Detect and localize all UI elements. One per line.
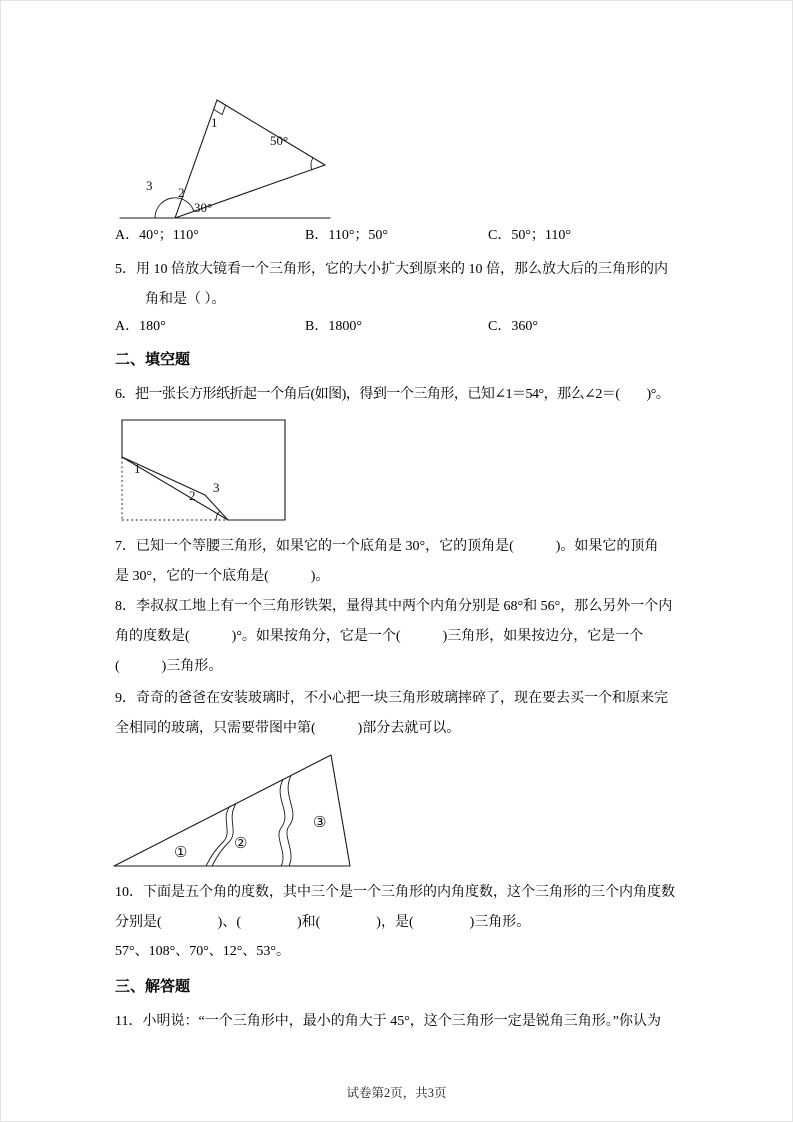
angle-arc-bottom bbox=[155, 198, 194, 218]
crack-line-1a bbox=[206, 806, 230, 866]
glass-piece-label-2: ② bbox=[234, 836, 248, 852]
q9-line-2: 全相同的玻璃，只需要带图中第( )部分去就可以。 bbox=[115, 721, 461, 736]
angle-label-1: 1 bbox=[211, 115, 218, 130]
q10-line-1: 10．下面是五个角的度数，其中三个是一个三角形的内角度数，这个三角形的三个内角度数 bbox=[115, 885, 675, 900]
q4-option-c: C．50°；110° bbox=[488, 228, 572, 243]
q5-options bbox=[115, 312, 690, 342]
q4-option-b: B．110°；50° bbox=[305, 228, 389, 243]
q11-line-1: 11．小明说：“一个三角形中，最小的角大于 45°，这个三角形一定是锐角三角形。”你认为 bbox=[115, 1014, 662, 1029]
q5-line-2: 角和是（ ）。 bbox=[145, 292, 226, 307]
section-fill-in-blanks bbox=[115, 345, 690, 375]
fold-angle-arc bbox=[216, 511, 220, 520]
crack-line-2b bbox=[287, 776, 293, 867]
q9-line-1: 9．奇奇的爸爸在安装玻璃时，不小心把一块三角形玻璃摔碎了，现在要去买一个和原来完 bbox=[115, 691, 668, 706]
q7-line-2: 是 30°，它的一个底角是( )。 bbox=[115, 569, 330, 584]
question-11 bbox=[115, 1007, 690, 1037]
glass-piece-label-3: ③ bbox=[313, 815, 327, 831]
section-three-title: 三、解答题 bbox=[115, 979, 191, 995]
page-footer: 试卷第2页，共3页 bbox=[346, 1086, 447, 1100]
question-10 bbox=[115, 878, 690, 938]
question-6 bbox=[115, 380, 690, 410]
folded-rectangle-figure bbox=[118, 415, 298, 530]
broken-glass-triangle-figure bbox=[108, 748, 360, 873]
q8-line-2: 角的度数是( )°。如果按角分，它是一个( )三角形，如果按边分，它是一个 bbox=[115, 629, 644, 644]
q6-line-1: 6．把一张长方形纸折起一个角后(如图)，得到一个三角形，已知∠1＝54°，那么∠2＝( )°。 bbox=[115, 387, 670, 402]
angle-arc-right bbox=[311, 158, 313, 170]
fold-angle-label-2: 2 bbox=[189, 488, 196, 503]
q10-angle-list bbox=[115, 937, 690, 967]
q10-line-2: 分别是( )、( )和( )，是( )三角形。 bbox=[115, 915, 531, 930]
q8-line-1: 8．李叔叔工地上有一个三角形铁架，量得其中两个内角分别是 68°和 56°，那么另外一个内 bbox=[115, 599, 673, 614]
angle-label-2: 2 bbox=[178, 185, 185, 200]
question-9 bbox=[115, 684, 690, 744]
question-5 bbox=[115, 255, 690, 315]
q5-option-a: A．180° bbox=[115, 319, 166, 334]
question-8 bbox=[115, 592, 690, 682]
q7-line-1: 7．已知一个等腰三角形，如果它的一个底角是 30°，它的顶角是( )。如果它的顶角 bbox=[115, 539, 659, 554]
triangle-angles-figure bbox=[110, 85, 350, 235]
q5-option-c: C．360° bbox=[488, 319, 538, 334]
q10-angles: 57°、108°、70°、12°、53°。 bbox=[115, 944, 290, 959]
glass-piece-label-1: ① bbox=[174, 845, 188, 861]
question-7 bbox=[115, 532, 690, 592]
q8-line-3: ( )三角形。 bbox=[115, 659, 223, 674]
section-answer-questions bbox=[115, 972, 690, 1002]
right-angle-marker bbox=[214, 105, 226, 114]
fold-angle-label-1: 1 bbox=[134, 461, 141, 476]
q4-option-a: A．40°；110° bbox=[115, 228, 199, 243]
crack-line-2a bbox=[279, 780, 285, 866]
fold-angle-label-3: 3 bbox=[213, 480, 220, 495]
angle-label-3: 3 bbox=[146, 178, 153, 193]
q4-options bbox=[115, 221, 690, 251]
angle-label-30: 30° bbox=[194, 200, 213, 215]
glass-triangle-outline bbox=[114, 755, 350, 866]
q5-line-1: 5．用 10 倍放大镜看一个三角形，它的大小扩大到原来的 10 倍，那么放大后的三角形的内 bbox=[115, 262, 668, 277]
q5-option-b: B．1800° bbox=[305, 319, 362, 334]
crack-line-1b bbox=[212, 804, 236, 866]
angle-label-50: 50° bbox=[270, 133, 289, 148]
section-two-title: 二、填空题 bbox=[115, 352, 191, 368]
